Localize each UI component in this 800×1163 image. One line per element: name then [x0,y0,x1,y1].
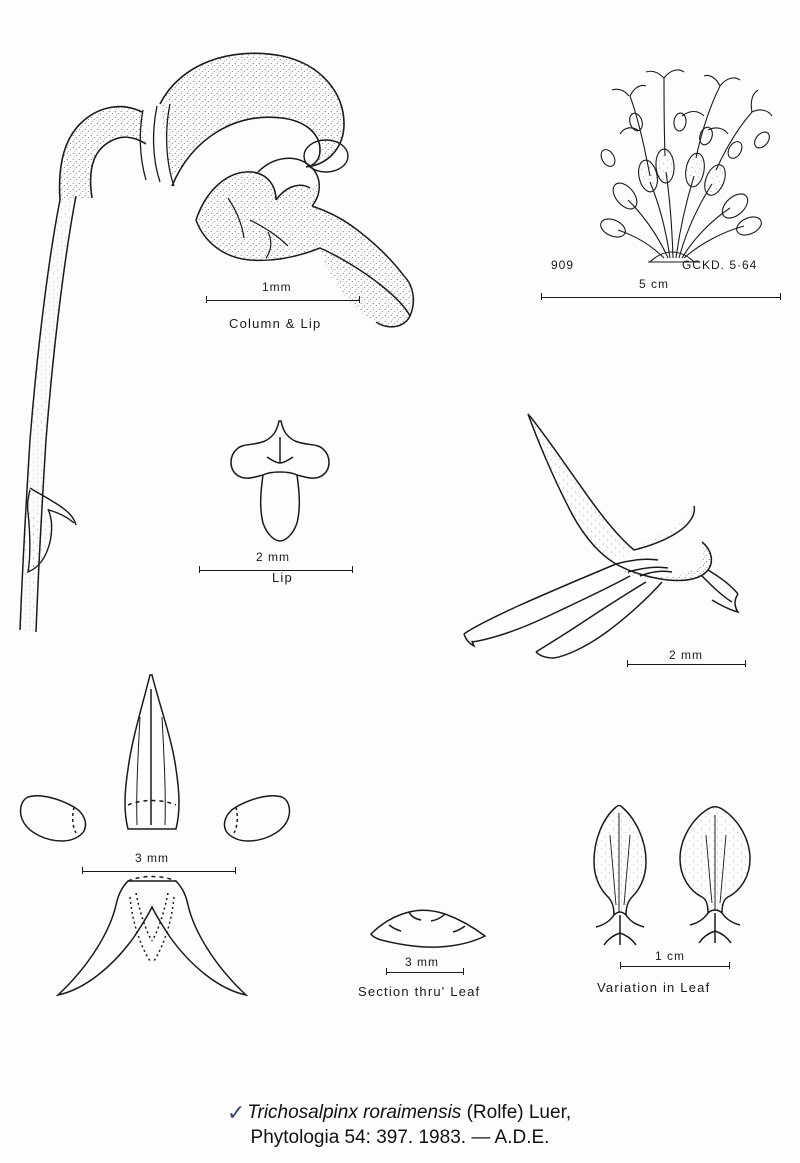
figure-label-section-thru-leaf: Section thru' Leaf [358,984,481,999]
figure-habit-plant [530,30,800,290]
scale-label-flower-lateral: 2 mm [669,648,703,662]
figure-section-thru-leaf [365,900,495,960]
scalebar-section-leaf [386,968,464,975]
species-authority: (Rolfe) Luer, [466,1102,572,1123]
artist-signature: GCKD. 5·64 [682,258,758,272]
figure-label-column-and-lip: Column & Lip [229,316,322,331]
scale-label-lip: 2 mm [256,550,290,564]
scale-label-perianth: 3 mm [135,851,169,865]
publication-citation: Phytologia 54: 397. 1983. — A.D.E. [250,1127,550,1148]
figure-dissected-perianth [10,665,300,1015]
figure-flower-lateral [450,390,750,660]
figure-lip-detail [215,415,345,545]
scale-label-variation-leaf: 1 cm [655,949,686,963]
scalebar-habit [541,293,781,300]
figure-label-variation-in-leaf: Variation in Leaf [597,980,711,995]
scale-label-section-leaf: 3 mm [405,955,439,969]
scalebar-variation-leaf [620,962,730,969]
species-name: Trichosalpinx roraimensis [247,1102,462,1123]
scalebar-column-lip [206,296,360,303]
scale-label-habit: 5 cm [639,277,670,291]
plate-caption [0,1098,800,1149]
scalebar-perianth [82,867,236,874]
scale-label-column-lip: 1mm [262,280,292,294]
figure-label-lip: Lip [272,570,293,585]
collector-number: 909 [551,258,575,272]
check-mark: ✓ [226,1100,246,1125]
figure-variation-in-leaf [580,795,770,955]
